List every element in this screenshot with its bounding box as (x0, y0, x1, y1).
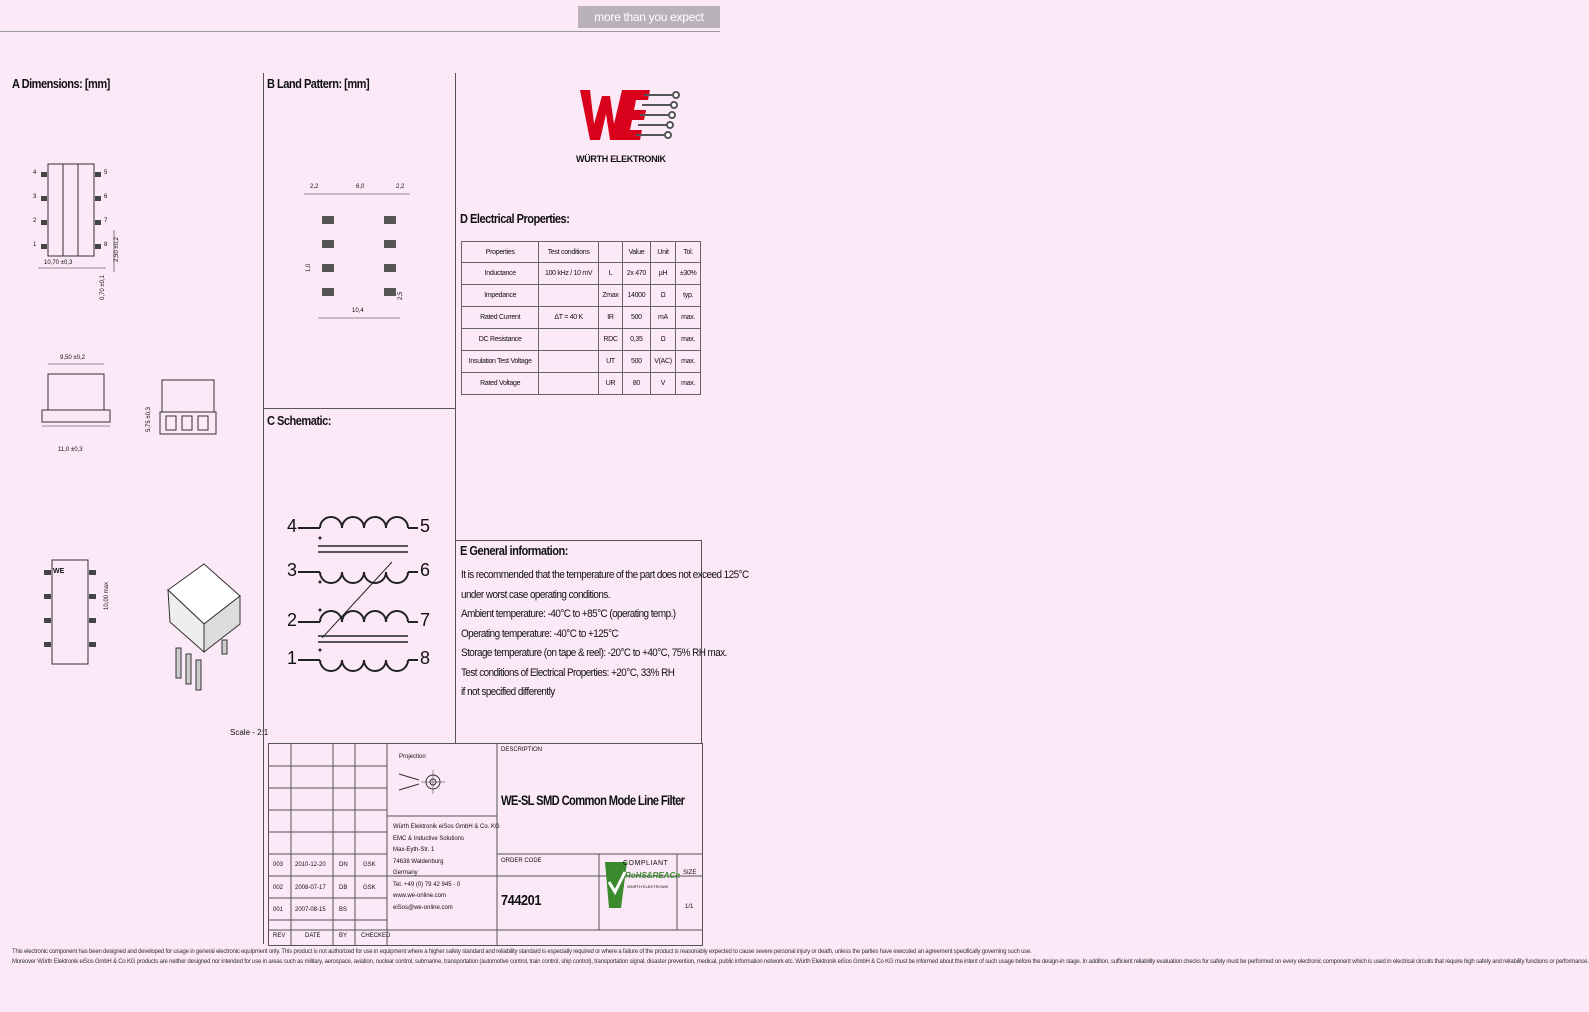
unit-cell: µH (650, 263, 676, 285)
dimension-bottom-view (40, 558, 100, 668)
page-label: 1/1 (685, 904, 694, 910)
top-pin-label: 6 (104, 194, 108, 200)
company-address (393, 822, 500, 914)
land-top-right: 2,2 (396, 184, 405, 190)
divider-a-b (263, 73, 264, 944)
dimension-side-view (36, 360, 116, 430)
header-cell: Test conditions (539, 242, 598, 263)
disclaimer-line: This electronic component has been designed and developed for usage in general electronic equipment only. This product is not authorized for use in equipment where a higher safety standard and reliability standard is especially required or where a failure of the product is reasonably expected to cause severe personal injury or death, unless the parties have executed an agreement specifically governing such use. (12, 949, 1032, 955)
rev-header: DATE (305, 933, 321, 939)
title-block (268, 743, 703, 946)
symbol-cell: UR (598, 373, 622, 395)
unit-cell: V (650, 373, 676, 395)
rev-cell: 003 (273, 862, 284, 868)
rev-header: REV (273, 933, 286, 939)
rev-cell: DN (339, 862, 348, 868)
company-line: Tel. +49 (0) 79 42 945 - 0 (393, 881, 461, 888)
logo-brand-text: WÜRTH ELEKTRONIK (576, 154, 666, 164)
general-line: under worst case operating conditions. (461, 588, 610, 601)
general-line: It is recommended that the temperature of the part does not exceed 125°C (461, 569, 749, 581)
we-logo-icon (576, 82, 686, 152)
bottom-marking: WE (53, 568, 65, 575)
company-line: Würth Elektronik eiSos GmbH & Co. KG (393, 824, 500, 830)
disclaimer (12, 947, 1589, 967)
unit-cell: Ω (650, 285, 676, 307)
land-pitch: 2,5 (398, 291, 404, 300)
condition-cell (539, 373, 598, 395)
scale-label: Scale - 2:1 (230, 728, 269, 737)
compliant-title: COMPLIANT (623, 860, 669, 867)
rev-cell: 002 (273, 885, 284, 891)
order-code-label: ORDER CODE (501, 858, 542, 864)
projection-icon (399, 770, 445, 794)
header-cell: Tol. (676, 242, 701, 263)
header-cell: Unit (650, 242, 676, 263)
tol-cell: ±30% (676, 263, 701, 285)
top-pin-label: 2 (33, 218, 37, 224)
tol-cell: max. (676, 351, 701, 373)
symbol-cell: IR (598, 307, 622, 329)
value-cell: 14000 (623, 285, 651, 307)
section-a-title: A Dimensions: [mm] (12, 76, 110, 91)
tol-cell: typ. (676, 285, 701, 307)
bottom-dimension: 10,00 max (104, 581, 110, 610)
schematic-pin-right: 8 (420, 648, 431, 668)
condition-cell: ΔT = 40 K (539, 307, 598, 329)
section-b-title: B Land Pattern: [mm] (267, 76, 370, 91)
table-row (462, 285, 701, 307)
condition-cell (539, 329, 598, 351)
symbol-cell: UT (598, 351, 622, 373)
dimension-3d-view (162, 560, 252, 695)
value-cell: 500 (623, 307, 651, 329)
compliant-text: RoHS&REACh (625, 871, 681, 880)
top-divider (0, 31, 720, 32)
top-pin-label: 4 (33, 170, 37, 176)
property-cell: DC Resistance (462, 329, 539, 351)
company-line: www.we-online.com (393, 893, 447, 899)
condition-cell (539, 351, 598, 373)
schematic-pin-left: 4 (287, 516, 298, 536)
condition-cell: 100 kHz / 10 mV (539, 263, 598, 285)
value-cell: 0,35 (623, 329, 651, 351)
property-cell: Inductance (462, 263, 539, 285)
top-pin-label: 8 (104, 242, 108, 248)
rev-cell: 2007-08-15 (295, 907, 326, 913)
top-pin-label: 1 (33, 242, 37, 248)
disclaimer-line: Moreover Würth Elektronik eiSos GmbH & Co KG products are neither designed nor intended for use in areas such as military, aerospace, aviation, nuclear control, submarine, transportation (automotive control, train control, ship control), transportation signal, disaster prevention, medical, public information network etc. Würth Elektronik eiSos GmbH & Co KG must be informed about the intent of such usage before the design-in stage. In addition, sufficient reliability evaluation checks for safety must be performed on every electronic component which is used in electrical circuits that require high safety and reliability functions or performance. (12, 959, 1589, 965)
schematic-pin-right: 5 (420, 516, 431, 536)
general-line: Ambient temperature: -40°C to +85°C (operating temp.) (461, 608, 676, 620)
compliant-brand: WÜRTH ELEKTRONIK (627, 884, 669, 889)
value-cell: 2x 470 (623, 263, 651, 285)
land-pattern-drawing (300, 188, 420, 328)
rev-header: CHECKED (361, 933, 391, 939)
top-pin-label: 5 (104, 170, 108, 176)
header-cell (598, 242, 622, 263)
property-cell: Impedance (462, 285, 539, 307)
divider-d-e (455, 540, 702, 541)
property-cell: Rated Current (462, 307, 539, 329)
table-row (462, 263, 701, 285)
width-dimension: 10,70 ±0,3 (44, 260, 73, 266)
general-line: Storage temperature (on tape & reel): -20°C to +40°C, 75% RH max. (461, 647, 727, 659)
land-top-left: 2,2 (310, 184, 319, 190)
side-bottom-dimension: 11,0 ±0,3 (58, 447, 83, 453)
schematic-pin-left: 3 (287, 560, 298, 580)
symbol-cell: RDC (598, 329, 622, 351)
header-cell: Properties (462, 242, 539, 263)
electrical-properties-table (461, 241, 701, 395)
tol-cell: max. (676, 373, 701, 395)
tol-cell: max. (676, 307, 701, 329)
land-side: 1,0 (306, 263, 312, 272)
schematic-pin-left: 2 (287, 610, 298, 630)
divider-b-d (455, 73, 456, 743)
section-e-title: E General information: (460, 543, 568, 558)
land-top-mid: 6,0 (356, 184, 365, 190)
table-row (462, 351, 701, 373)
rev-header: BY (339, 933, 348, 939)
property-cell: Insulation Test Voltage (462, 351, 539, 373)
company-line: eiSos@we-online.com (393, 904, 453, 911)
general-line: Test conditions of Electrical Properties: +20°C, 33% RH (461, 666, 675, 679)
unit-cell: mA (650, 307, 676, 329)
rev-cell: 2008-07-17 (295, 885, 326, 891)
pitch-dimension: 2,50 ±0,2 (114, 237, 120, 262)
dimension-front-view (158, 378, 218, 438)
value-cell: 80 (623, 373, 651, 395)
land-bottom: 10,4 (352, 308, 364, 314)
rev-cell: 001 (273, 907, 284, 913)
general-line: Operating temperature: -40°C to +125°C (461, 627, 619, 640)
pin-width-dimension: 0,70 ±0,1 (100, 275, 106, 300)
side-top-dimension: 9,50 ±0,2 (60, 355, 85, 361)
condition-cell (539, 285, 598, 307)
schematic-pin-right: 6 (420, 560, 431, 580)
unit-cell: Ω (650, 329, 676, 351)
rev-cell: 2010-12-20 (295, 862, 326, 868)
rev-cell: DB (339, 885, 348, 891)
general-line: if not specified differently (461, 686, 555, 698)
size-label: SIZE (683, 870, 697, 876)
company-line: EMC & Inductive Solutions (393, 835, 465, 842)
company-line: Germany (393, 870, 418, 876)
rev-cell: GSK (363, 862, 376, 868)
schematic-pin-right: 7 (420, 610, 431, 630)
symbol-cell: Zmax (598, 285, 622, 307)
section-d-title: D Electrical Properties: (460, 211, 570, 226)
company-line: Max-Eyth-Str. 1 (393, 847, 435, 853)
header-cell: Value (623, 242, 651, 263)
table-row (462, 307, 701, 329)
tagline-banner: more than you expect (578, 6, 720, 28)
top-pin-label: 7 (104, 218, 108, 224)
symbol-cell: L (598, 263, 622, 285)
projection-label: Projection (399, 754, 426, 760)
rev-cell: BS (339, 907, 348, 913)
company-line: 74638 Waldenburg (393, 858, 444, 865)
rev-cell: GSK (363, 885, 376, 891)
unit-cell: V(AC) (650, 351, 676, 373)
description-label: DESCRIPTION (501, 747, 543, 753)
tol-cell: max. (676, 329, 701, 351)
compliance-badge (601, 858, 681, 928)
schematic-drawing (282, 510, 442, 670)
table-header-row (462, 242, 701, 263)
order-code: 744201 (501, 892, 542, 909)
general-info (461, 566, 749, 703)
section-c-title: C Schematic: (267, 413, 331, 428)
top-pin-label: 3 (33, 194, 37, 200)
height-dimension: 5,75 ±0,3 (146, 407, 152, 432)
property-cell: Rated Voltage (462, 373, 539, 395)
product-description: WE-SL SMD Common Mode Line Filter (501, 792, 685, 808)
table-row (462, 329, 701, 351)
divider-b-c (263, 408, 455, 409)
wurth-logo (576, 82, 686, 172)
value-cell: 500 (623, 351, 651, 373)
table-row (462, 373, 701, 395)
schematic-pin-left: 1 (287, 648, 298, 668)
